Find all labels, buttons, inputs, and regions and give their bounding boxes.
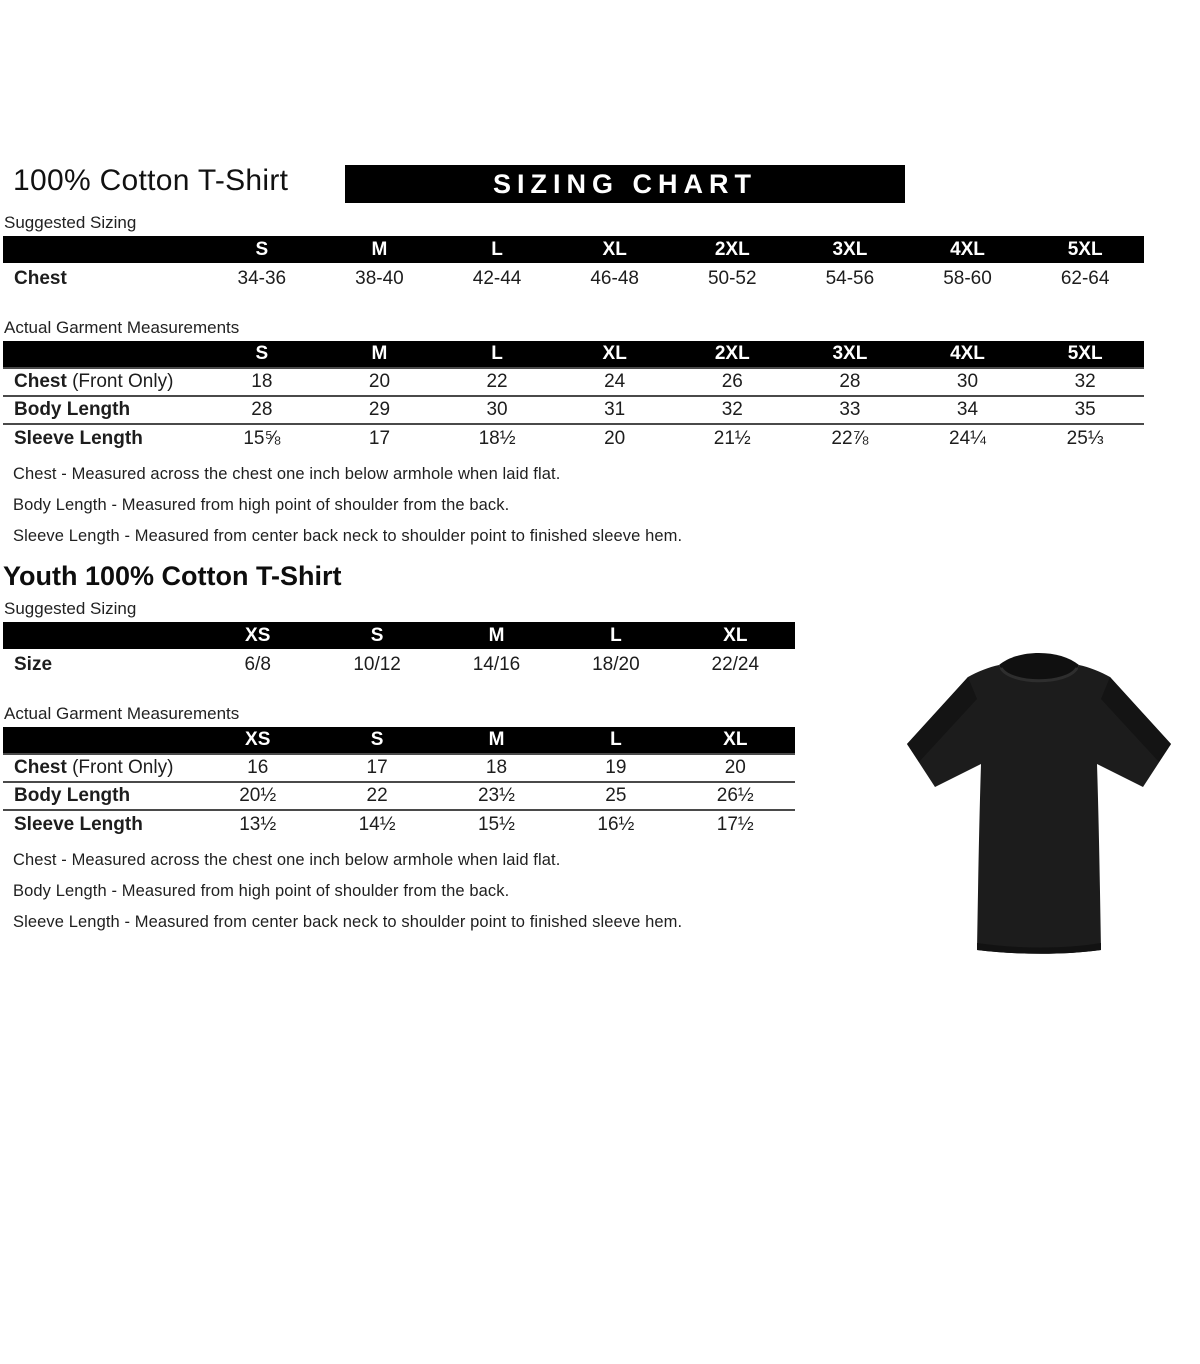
table-row: [3, 424, 1144, 452]
measurement-cell: 33: [791, 396, 909, 424]
measurement-cell: 20: [676, 754, 795, 782]
youth-actual-measurements-table: [3, 727, 795, 838]
size-column-header: S: [203, 341, 321, 368]
measurement-cell: 18/20: [592, 653, 640, 675]
table-row: [3, 649, 795, 680]
sizing-chart-banner: SIZING CHART: [345, 165, 905, 203]
measurement-cell: 20: [604, 427, 626, 449]
measurement-cell: 25⅓: [1066, 427, 1104, 449]
size-column-header: 3XL: [791, 236, 909, 263]
measurement-cell: 19: [556, 754, 675, 782]
size-column-header: S: [203, 236, 321, 263]
measurement-cell: 26½: [676, 782, 795, 810]
measurement-cell: 23½: [437, 782, 556, 810]
table-row: [3, 368, 1144, 396]
size-column-header: 5XL: [1026, 236, 1144, 263]
size-column-header: M: [321, 341, 439, 368]
note-chest: Chest - Measured across the chest one inch below armhole when laid flat.: [13, 465, 561, 483]
measurement-cell: 30: [909, 368, 1027, 396]
header-row: [3, 622, 795, 649]
size-column-header: 2XL: [673, 236, 791, 263]
measurement-cell: 10/12: [353, 653, 401, 675]
table-row: [3, 782, 795, 810]
measurement-cell: 22⅞: [831, 427, 869, 449]
measurement-cell: 20½: [198, 782, 317, 810]
measurement-cell: 13½: [239, 813, 277, 835]
adult-suggested-sizing-label: Suggested Sizing: [4, 213, 137, 232]
measurement-cell: 17: [317, 754, 436, 782]
adult-measurement-notes: [13, 465, 1200, 546]
measurement-cell: 21½: [713, 427, 751, 449]
black-tshirt-photo: [893, 647, 1189, 973]
size-column-header: XL: [676, 622, 795, 649]
measurement-cell: 58-60: [943, 267, 992, 289]
measurement-cell: 26: [673, 368, 791, 396]
measurement-cell: 46-48: [590, 267, 639, 289]
note-chest: Chest - Measured across the chest one inch below armhole when laid flat.: [13, 851, 561, 869]
measurement-cell: 31: [556, 396, 674, 424]
measurement-cell: 30: [438, 396, 556, 424]
measurement-cell: 6/8: [244, 653, 271, 675]
size-column-header: 2XL: [673, 341, 791, 368]
table-row: [3, 396, 1144, 424]
measurement-cell: 22: [438, 368, 556, 396]
measurement-cell: 62-64: [1060, 267, 1110, 289]
header-row: [3, 727, 795, 754]
adult-suggested-sizing-table: [3, 236, 1144, 294]
row-label-chest-front-only: Chest (Front Only): [3, 754, 198, 782]
adult-section-title: 100% Cotton T-Shirt: [13, 164, 289, 197]
size-column-header: L: [556, 622, 675, 649]
empty-corner-cell: [3, 341, 203, 368]
measurement-cell: 42-44: [472, 267, 522, 289]
note-sleeve-length: Sleeve Length - Measured from center back neck to shoulder point to finished sleeve hem.: [13, 527, 683, 545]
size-column-header: S: [317, 622, 436, 649]
size-column-header: XS: [198, 622, 317, 649]
size-column-header: 5XL: [1026, 341, 1144, 368]
measurement-cell: 28: [791, 368, 909, 396]
youth-section-title: Youth 100% Cotton T-Shirt: [3, 561, 342, 591]
row-label-sleeve-length: Sleeve Length: [14, 813, 143, 835]
table-row: [3, 263, 1144, 294]
measurement-cell: 34: [909, 396, 1027, 424]
measurement-cell: 15⅝: [243, 427, 281, 449]
measurement-cell: 20: [321, 368, 439, 396]
size-column-header: XL: [676, 727, 795, 754]
measurement-cell: 14/16: [472, 653, 521, 675]
youth-suggested-sizing-label: Suggested Sizing: [4, 599, 137, 618]
table-row: [3, 810, 795, 838]
row-label-size: Size: [14, 653, 53, 675]
size-column-header: 3XL: [791, 341, 909, 368]
measurement-cell: 35: [1026, 396, 1144, 424]
row-label-chest-front-only: Chest (Front Only): [3, 368, 203, 396]
measurement-cell: 18½: [478, 427, 516, 449]
size-column-header: 4XL: [909, 341, 1027, 368]
empty-corner-cell: [3, 236, 203, 263]
measurement-cell: 16½: [597, 813, 635, 835]
size-column-header: L: [438, 341, 556, 368]
measurement-cell: 34-36: [237, 267, 287, 289]
row-label-body-length: Body Length: [3, 396, 203, 424]
size-column-header: XS: [198, 727, 317, 754]
size-column-header: M: [437, 727, 556, 754]
row-label-body-length: Body Length: [3, 782, 198, 810]
measurement-cell: 32: [673, 396, 791, 424]
measurement-cell: 15½: [477, 813, 515, 835]
measurement-cell: 32: [1026, 368, 1144, 396]
size-column-header: L: [556, 727, 675, 754]
measurement-cell: 18: [437, 754, 556, 782]
note-body-length: Body Length - Measured from high point of shoulder from the back.: [13, 496, 510, 514]
sizing-chart-page: [0, 164, 1200, 1364]
youth-actual-measurements-label: Actual Garment Measurements: [4, 704, 240, 723]
row-label-chest: Chest: [14, 267, 67, 289]
measurement-cell: 28: [203, 396, 321, 424]
measurement-cell: 24: [556, 368, 674, 396]
measurement-cell: 29: [321, 396, 439, 424]
measurement-cell: 54-56: [825, 267, 875, 289]
size-column-header: 4XL: [909, 236, 1027, 263]
note-sleeve-length: Sleeve Length - Measured from center back neck to shoulder point to finished sleeve hem.: [13, 913, 683, 931]
size-column-header: L: [438, 236, 556, 263]
size-column-header: S: [317, 727, 436, 754]
size-column-header: XL: [556, 236, 674, 263]
size-column-header: M: [321, 236, 439, 263]
header-row: [3, 236, 1144, 263]
youth-tables-wrap: [0, 599, 792, 838]
adult-actual-measurements-label: Actual Garment Measurements: [4, 318, 240, 337]
measurement-cell: 22: [317, 782, 436, 810]
measurement-cell: 22/24: [711, 653, 760, 675]
table-row: [3, 754, 795, 782]
measurement-cell: 17: [368, 427, 391, 449]
header-row: [0, 164, 1200, 206]
header-row: [3, 341, 1144, 368]
empty-corner-cell: [3, 622, 198, 649]
size-column-header: M: [437, 622, 556, 649]
measurement-cell: 24¼: [949, 427, 986, 449]
note-body-length: Body Length - Measured from high point of shoulder from the back.: [13, 882, 510, 900]
measurement-cell: 25: [556, 782, 675, 810]
measurement-cell: 50-52: [707, 267, 757, 289]
measurement-cell: 38-40: [355, 267, 404, 289]
size-column-header: XL: [556, 341, 674, 368]
measurement-cell: 16: [198, 754, 317, 782]
youth-suggested-sizing-table: [3, 622, 795, 680]
empty-corner-cell: [3, 727, 198, 754]
measurement-cell: 18: [203, 368, 321, 396]
row-label-sleeve-length: Sleeve Length: [14, 427, 143, 449]
adult-actual-measurements-table: [3, 341, 1144, 452]
measurement-cell: 14½: [358, 813, 396, 835]
measurement-cell: 17½: [716, 813, 754, 835]
